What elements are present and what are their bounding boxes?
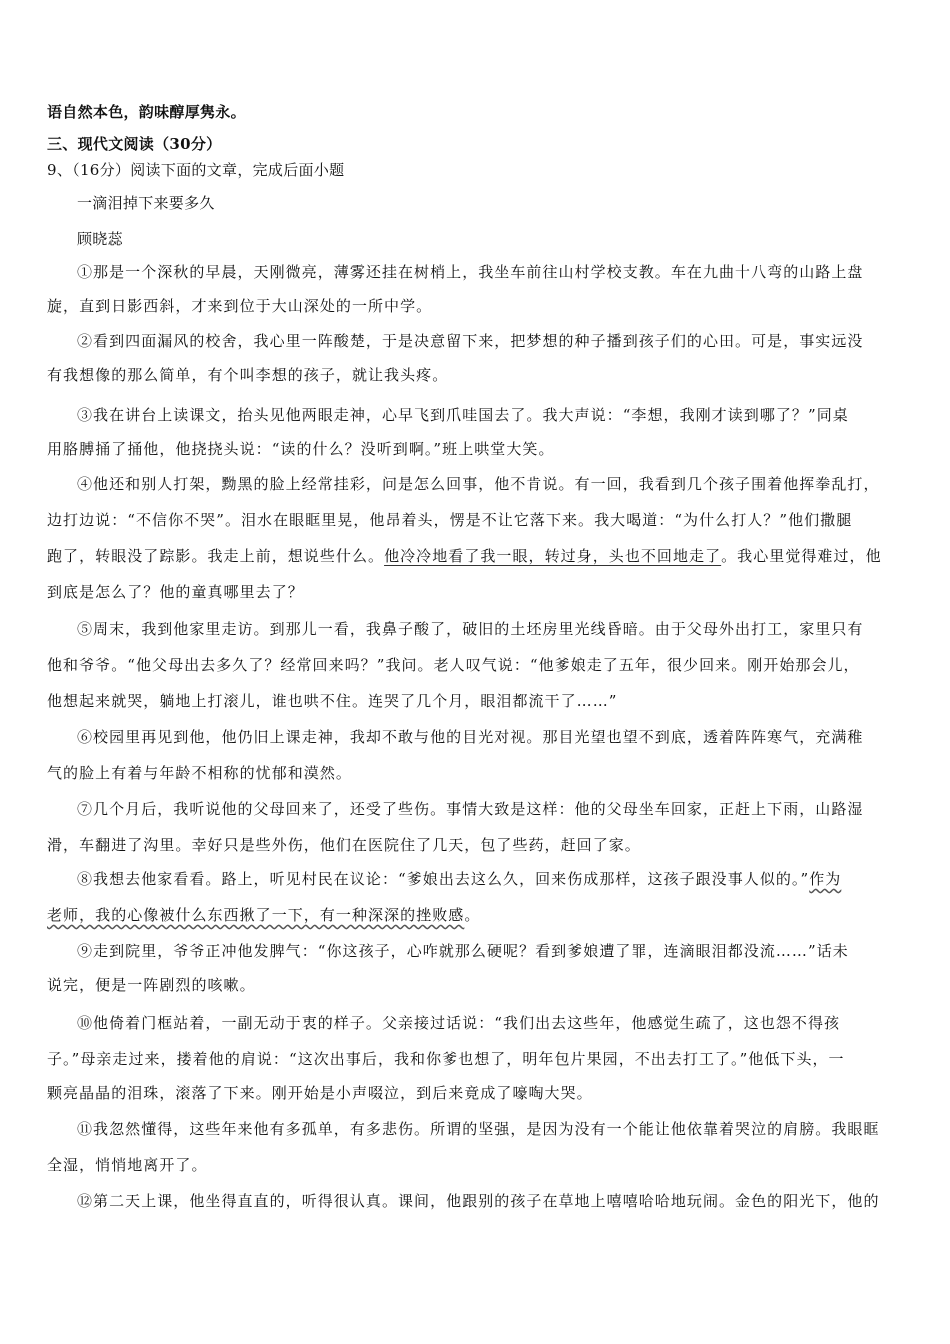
paragraph-4-line-3-post: 。我心里觉得难过，他 xyxy=(721,547,882,565)
paragraph-5-line-1: ⑤周末，我到他家里走访。到那儿一看，我鼻子酸了，破旧的土坯房里光线昏暗。由于父母外出打工，家里只有 xyxy=(77,620,864,638)
paragraph-11-line-2: 全湿，悄悄地离开了。 xyxy=(47,1156,208,1174)
paragraph-8-line-1 xyxy=(77,868,907,890)
paragraph-1-line-1: ①那是一个深秋的早晨，天刚微亮，薄雾还挂在树梢上，我坐车前往山村学校支教。车在九曲十八弯的山路上盘 xyxy=(77,263,864,281)
underlined-sentence-1: 他冷冷地看了我一眼，转过身，头也不回地走了 xyxy=(384,547,722,565)
paragraph-1-line-2: 旋，直到日影西斜，才来到位于大山深处的一所中学。 xyxy=(47,297,433,315)
paragraph-10-line-2: 子。”母亲走过来，搂着他的肩说：“这次出事后，我和你爹也想了，明年包片果园，不出去打工了。”他低下头，一 xyxy=(47,1050,845,1068)
paragraph-5-line-2: 他和爷爷。“他父母出去多久了？经常回来吗？”我问。老人叹气说：“他爹娘走了五年，很少回来。刚开始那会儿， xyxy=(47,656,860,674)
paragraph-3-line-1: ③我在讲台上读课文，抬头见他两眼走神，心早飞到爪哇国去了。我大声说：“李想，我刚才读到哪了？”同桌 xyxy=(77,406,849,424)
paragraph-6-line-2: 气的脸上有着与年龄不相称的忧郁和漠然。 xyxy=(47,764,352,782)
paragraph-9-line-2: 说完，便是一阵剧烈的咳嗽。 xyxy=(47,976,256,994)
paragraph-10-line-3: 颗亮晶晶的泪珠，滚落了下来。刚开始是小声啜泣，到后来竟成了嚎啕大哭。 xyxy=(47,1084,593,1102)
underlined-sentence-2-end: 老师，我的心像被什么东西揪了一下，有一种深深的挫败感 xyxy=(47,906,465,924)
paragraph-4-line-3-pre: 跑了，转眼没了踪影。我走上前，想说些什么。 xyxy=(47,547,385,565)
paragraph-8-line-2-post: 。 xyxy=(464,906,481,924)
underlined-sentence-2-start: 作为 xyxy=(809,870,842,888)
paragraph-4-line-2: 边打边说：“不信你不哭”。泪水在眼眶里晃，他昂着头，愣是不让它落下来。我大喝道：“为什么打人？”他们撒腿 xyxy=(47,511,853,529)
paragraph-9-line-1: ⑨走到院里，爷爷正冲他发脾气：“你这孩子，心咋就那么硬呢？看到爹娘遭了罪，连滴眼泪都没流……”话未 xyxy=(77,942,849,960)
section-title: 三、现代文阅读（30分） xyxy=(47,135,222,153)
paragraph-4-line-4: 到底是怎么了？他的童真哪里去了？ xyxy=(47,583,304,601)
paragraph-2-line-1: ②看到四面漏风的校舍，我心里一阵酸楚，于是决意留下来，把梦想的种子播到孩子们的心田。可是，事实远没 xyxy=(77,332,864,350)
paragraph-5-line-3: 他想起来就哭，躺地上打滚儿，谁也哄不住。连哭了几个月，眼泪都流干了……” xyxy=(47,692,618,710)
paragraph-10-line-1: ⑩他倚着门框站着，一副无动于衷的样子。父亲接过话说：“我们出去这些年，他感觉生疏了，这也怨不得孩 xyxy=(77,1014,841,1032)
paragraph-4-line-3 xyxy=(47,545,907,567)
paragraph-6-line-1: ⑥校园里再见到他，他仍旧上课走神，我却不敢与他的目光对视。那目光望也望不到底，透着阵阵寒气，充满稚 xyxy=(77,728,864,746)
paragraph-12-line-1: ⑫第二天上课，他坐得直直的，听得很认真。课间，他跟别的孩子在草地上嘻嘻哈哈地玩闹。金色的阳光下，他的 xyxy=(77,1192,880,1210)
paragraph-8-line-2 xyxy=(47,904,907,926)
paragraph-2-line-2: 有我想像的那么简单，有个叫李想的孩子，就让我头疼。 xyxy=(47,366,449,384)
paragraph-7-line-1: ⑦几个月后，我听说他的父母回来了，还受了些伤。事情大致是这样：他的父母坐车回家，正赶上下雨，山路湿 xyxy=(77,800,864,818)
question-prompt: 9、（16分）阅读下面的文章，完成后面小题 xyxy=(47,161,345,179)
previous-answer-fragment: 语自然本色，韵味醇厚隽永。 xyxy=(47,103,246,121)
paragraph-4-line-1: ④他还和别人打架，黝黑的脸上经常挂彩，问是怎么回事，他不肯说。有一回，我看到几个孩子围着他挥拳乱打， xyxy=(77,475,880,493)
paragraph-7-line-2: 滑，车翻进了沟里。幸好只是些外伤，他们在医院住了几天，包了些药，赶回了家。 xyxy=(47,836,641,854)
paragraph-11-line-1: ⑪我忽然懂得，这些年来他有多孤单，有多悲伤。所谓的坚强，是因为没有一个能让他依靠着哭泣的肩膀。我眼眶 xyxy=(77,1120,880,1138)
paragraph-3-line-2: 用胳膊捅了捅他，他挠挠头说：“读的什么？没听到啊。”班上哄堂大笑。 xyxy=(47,440,555,458)
article-author: 顾晓蕊 xyxy=(77,230,123,248)
paragraph-8-line-1-pre: ⑧我想去他家看看。路上，听见村民在议论：“爹娘出去这么久，回来伤成那样，这孩子跟没事人似的。” xyxy=(77,870,810,888)
article-title: 一滴泪掉下来要多久 xyxy=(77,194,215,212)
